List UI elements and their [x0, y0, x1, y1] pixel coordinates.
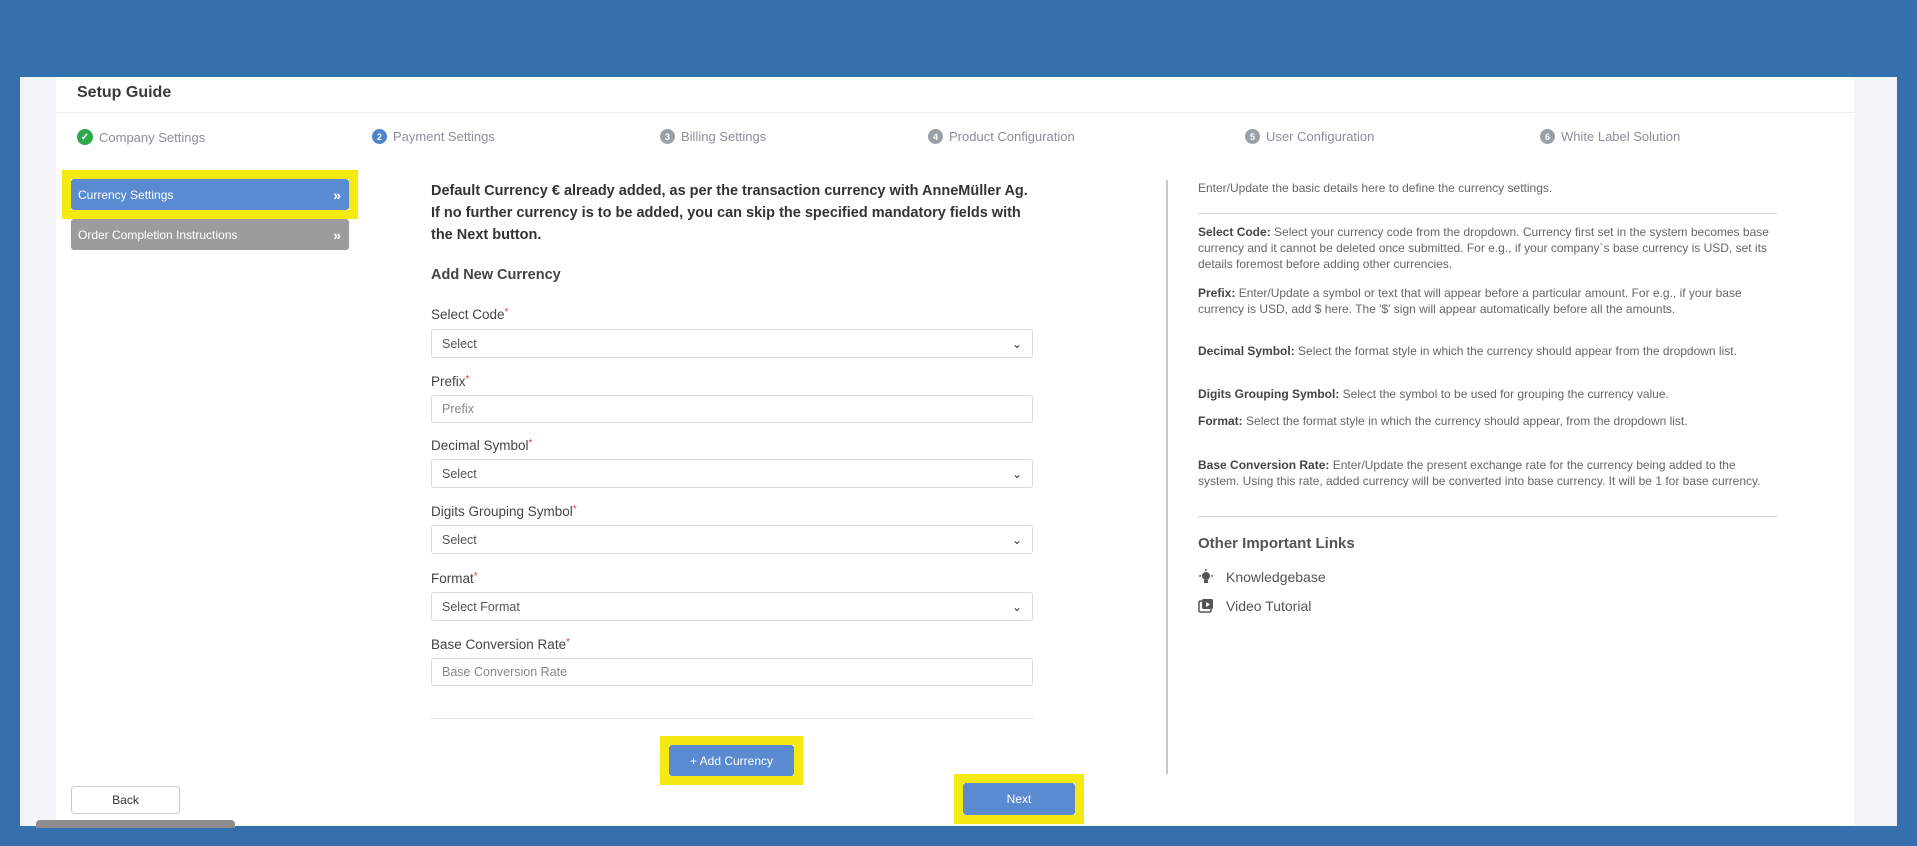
page-title: Setup Guide	[77, 84, 172, 101]
step-number: 2	[372, 129, 387, 144]
help-item-base-conversion: Base Conversion Rate: Enter/Update the present exchange rate for the currency being added to the system. Using this rate, added currency will be converted into base currency. It will be 1 for base currency.	[1198, 458, 1761, 488]
sidebar-item-label: Order Completion Instructions	[78, 227, 238, 242]
video-tutorial-link[interactable]	[1198, 598, 1311, 614]
format-value: Select Format	[442, 599, 520, 614]
bottom-gray-bar	[36, 820, 235, 828]
select-code-dropdown[interactable]	[431, 329, 1033, 358]
vertical-divider	[1166, 180, 1168, 774]
step-product-configuration[interactable]	[928, 129, 1075, 144]
format-label: Format*	[431, 571, 478, 586]
step-number: 4	[928, 129, 943, 144]
chevrons-right-icon: »	[333, 186, 339, 203]
chevron-down-icon: ⌄	[1011, 466, 1022, 481]
prefix-input[interactable]	[431, 395, 1033, 423]
step-label: Company Settings	[99, 129, 206, 145]
decimal-symbol-value: Select	[442, 466, 477, 481]
video-tutorial-label: Video Tutorial	[1226, 598, 1312, 614]
decimal-symbol-label: Decimal Symbol*	[431, 438, 533, 453]
video-icon	[1198, 598, 1214, 614]
next-button[interactable]: Next	[963, 783, 1075, 815]
base-conversion-input[interactable]	[431, 658, 1033, 686]
chevron-down-icon: ⌄	[1011, 532, 1022, 547]
step-label: White Label Solution	[1561, 129, 1681, 144]
step-billing-settings[interactable]	[660, 129, 766, 144]
help-divider	[1198, 516, 1777, 517]
help-item-select-code: Select Code: Select your currency code from the dropdown. Currency first set in the system becomes base currency and it cannot be deleted once submitted. For e.g., if your company`s base currency is USD, set its details foremost before adding other currencies.	[1198, 225, 1769, 271]
step-number: 5	[1245, 129, 1260, 144]
decimal-symbol-dropdown[interactable]	[431, 459, 1033, 488]
step-payment-settings[interactable]	[372, 129, 495, 144]
knowledgebase-label: Knowledgebase	[1226, 569, 1326, 585]
base-conversion-placeholder: Base Conversion Rate	[442, 665, 568, 679]
knowledgebase-link[interactable]	[1198, 569, 1326, 585]
step-white-label-solution[interactable]	[1540, 129, 1680, 144]
prefix-label: Prefix*	[431, 374, 470, 389]
prefix-placeholder: Prefix	[442, 402, 474, 416]
digits-grouping-value: Select	[442, 532, 477, 547]
step-number: 3	[660, 129, 675, 144]
digits-grouping-label: Digits Grouping Symbol*	[431, 504, 577, 519]
step-number: 6	[1540, 129, 1555, 144]
add-currency-button[interactable]: + Add Currency	[669, 745, 794, 776]
title-divider	[56, 112, 1854, 113]
bulb-icon	[1198, 569, 1214, 585]
select-code-label: Select Code*	[431, 307, 509, 322]
chevrons-right-icon: »	[333, 226, 339, 243]
section-title: Add New Currency	[431, 267, 561, 283]
form-divider	[431, 718, 1033, 719]
help-item-digits-grouping: Digits Grouping Symbol: Select the symbol to be used for grouping the currency value.	[1198, 387, 1669, 401]
back-button[interactable]: Back	[71, 786, 180, 814]
step-label: Product Configuration	[949, 129, 1075, 144]
step-label: Billing Settings	[681, 129, 767, 144]
step-user-configuration[interactable]	[1245, 129, 1374, 144]
links-title: Other Important Links	[1198, 535, 1355, 552]
help-item-prefix: Prefix: Enter/Update a symbol or text that will appear before a particular amount. For e.g., if your base currency is USD, add $ here. The '$' sign will appear automatically before all the amounts.	[1198, 286, 1742, 316]
help-divider	[1198, 213, 1777, 214]
sidebar-item-order-completion[interactable]	[71, 219, 349, 250]
step-label: Payment Settings	[393, 129, 495, 144]
help-item-format: Format: Select the format style in which the currency should appear, from the dropdown list.	[1198, 414, 1688, 428]
base-conversion-label: Base Conversion Rate*	[431, 637, 570, 652]
chevron-down-icon: ⌄	[1011, 336, 1022, 351]
sidebar-item-currency-settings[interactable]	[71, 179, 349, 210]
sidebar-item-label: Currency Settings	[78, 187, 174, 202]
check-icon: ✓	[77, 129, 93, 145]
select-code-value: Select	[442, 336, 477, 351]
intro-text: Default Currency € already added, as per the transaction currency with AnneMüller Ag. If no further currency is to be added, you can skip the specified mandatory fields with the Next button.	[431, 183, 1028, 243]
digits-grouping-dropdown[interactable]	[431, 525, 1033, 554]
step-company-settings[interactable]	[77, 129, 205, 145]
format-dropdown[interactable]	[431, 592, 1033, 621]
chevron-down-icon: ⌄	[1011, 599, 1022, 614]
help-item-decimal-symbol: Decimal Symbol: Select the format style in which the currency should appear from the dropdown list.	[1198, 344, 1737, 358]
help-intro: Enter/Update the basic details here to define the currency settings.	[1198, 181, 1553, 195]
step-label: User Configuration	[1266, 129, 1375, 144]
